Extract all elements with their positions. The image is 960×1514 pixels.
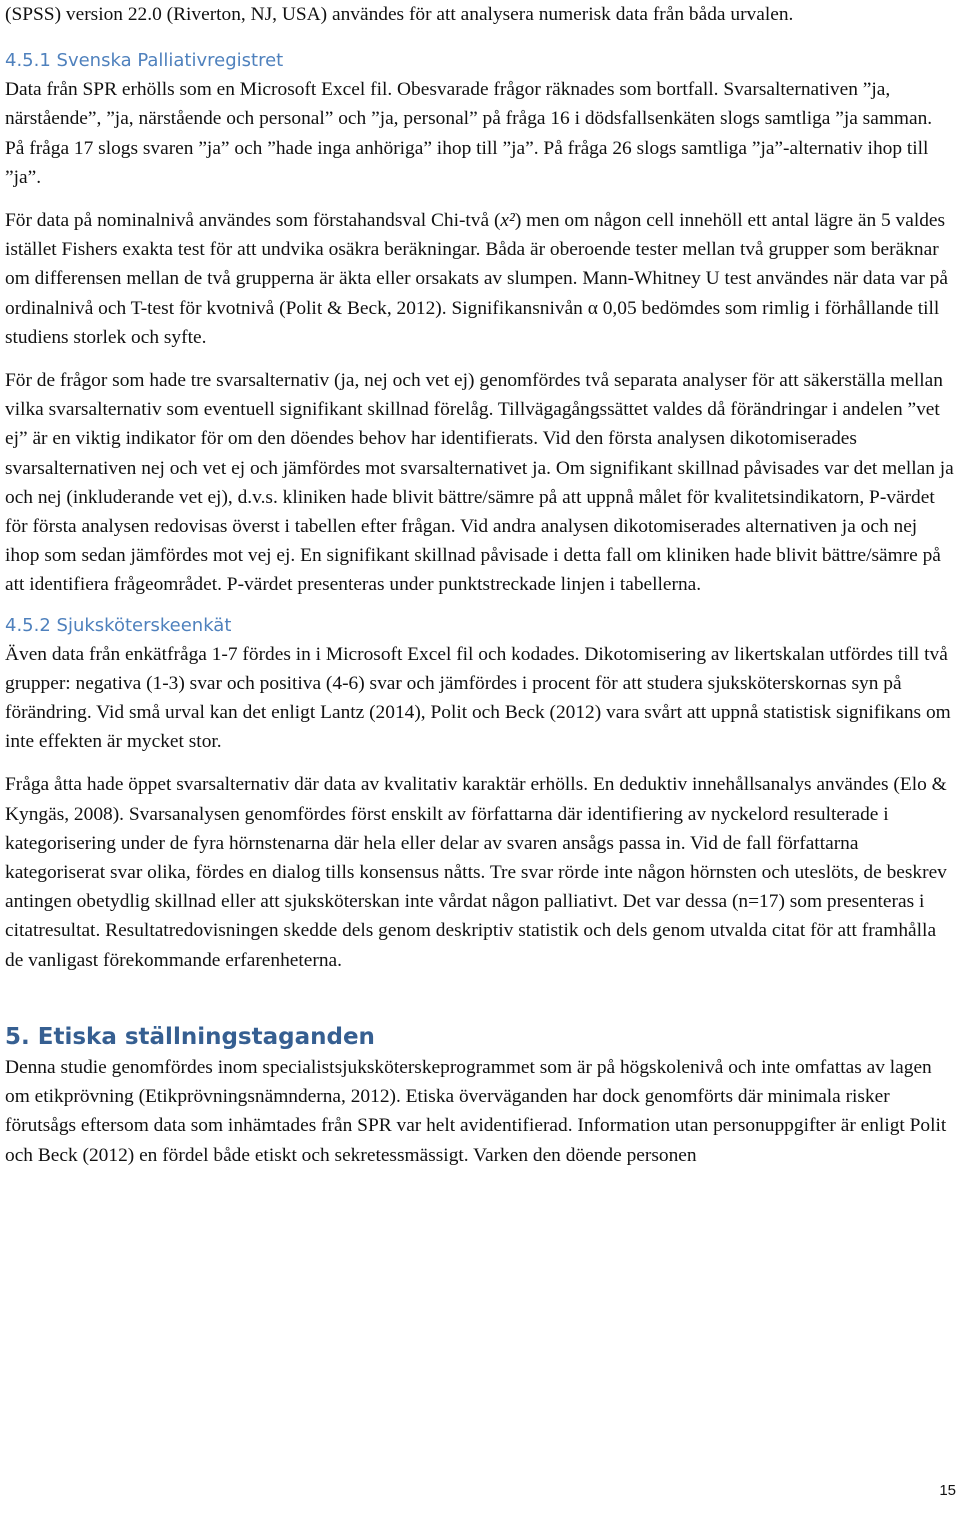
section-heading-4-5-1: 4.5.1 Svenska Palliativregistret (5, 50, 284, 72)
paragraph-spr-data: Data från SPR erhölls som en Microsoft Excel fil. Obesvarade frågor räknades som bortfall. Svarsalternativen ”ja, närstående”, ”ja, närstående och personal” och ”ja, personal” på fråga 16 i dödsfallsenkäten slogs samtliga ”ja samman. På fråga 17 slogs svaren ”ja” och ”hade inga anhöriga” ihop till ”ja”. På fråga 26 slogs samtliga ”ja”-alternativ ihop till ”ja”. (5, 79, 933, 188)
page-number: 15 (939, 1482, 956, 1499)
chi-text-before: För data på nominalnivå användes som förstahandsval Chi-två ( (5, 210, 501, 232)
paragraph-three-alternatives: För de frågor som hade tre svarsalternativ (ja, nej och vet ej) genomfördes två separata analyser för att säkerställa mellan vilka svarsalternativ som eventuell signifikant skillnad förelåg. Tillvägagångssättet valdes då förändringar i andelen ”vet ej” är en viktig indikator för om den döendes behov har identifierats. Vid den första analysen dikotomiserades svarsalternativen nej och vet ej och jämfördes mot svarsalternativet ja. Om signifikant skillnad påvisades var det mellan ja och nej (inkluderande vet ej), d.v.s. kliniken hade blivit bättre/sämre på att uppnå målet för kvalitetsindikatorn, P-värdet för första analysen redovisas överst i tabellen efter frågan. Vid andra analysen dikotomiserades alternativen ja och nej ihop som sedan jämfördes mot vej ej. En signifikant skillnad påvisade i detta fall om kliniken hade blivit bättre/sämre på att identifiera frågeområdet. P-värdet presenteras under punktstreckade linjen i tabellerna. (5, 370, 954, 596)
chi-square-symbol: x² (500, 210, 515, 232)
paragraph-statistical-tests (5, 206, 956, 352)
paragraph-nurse-survey: Även data från enkätfråga 1-7 fördes in i Microsoft Excel fil och kodades. Dikotomisering av likertskalan utfördes till två grupper: negativa (1-3) svar och positiva (4-6) svar och jämfördes i procent för att studera sjuksköterskornas syn på förändring. Vid små urval kan det enligt Lantz (2014), Polit och Beck (2012) vara svårt att uppnå statistisk signifikans om inte effekten är mycket stor. (5, 643, 951, 753)
paragraph-qualitative-analysis: Fråga åtta hade öppet svarsalternativ där data av kvalitativ karaktär erhölls. En deduktiv innehållsanalys användes (Elo & Kyngäs, 2008). Svarsanalysen genomfördes först enskilt av författarna där identifiering av nyckelord resulterade i kategorisering under de fyra hörnstenarna där hela eller delar av svaren ansågs passa in. Vid de fall författarna kategoriserat svar olika, fördes en dialog tills konsensus nåtts. Tre svar rörde inte någon hörnsten och uteslöts, de beskrev antingen obetydlig skillnad eller att sjuksköterskan inte vårdat någon palliativt. Det var dessa (n=17) som presenteras i citatresultat. Resultatredovisningen skedde dels genom deskriptiv statistik och dels genom utvalda citat för att framhålla de vanligast förekommande erfarenheterna. (5, 774, 947, 971)
continued-paragraph: (SPSS) version 22.0 (Riverton, NJ, USA) användes för att analysera numerisk data från båda urvalen. (5, 4, 794, 25)
section-heading-5: 5. Etiska ställningstaganden (5, 1023, 375, 1050)
chi-text-after: ) men om någon cell innehöll ett antal lägre än 5 valdes istället Fishers exakta test för att undvika osäkra beräkningar. Båda är oberoende tester mellan två grupper som beräknar om differensen mellan de två grupperna är äkta eller orsakats av slumpen. Mann-Whitney U test användes när data var på ordinalnivå och T-test för kvotnivå (Polit & Beck, 2012). Signifikansnivån α 0,05 bedömdes som rimlig i förhållande till studiens storlek och syfte. (5, 210, 948, 348)
paragraph-ethics: Denna studie genomfördes inom specialistsjuksköterskeprogrammet som är på högskolenivå och inte omfattas av lagen om etikprövning (Etikprövningsnämnderna, 2012). Etiska överväganden har dock genomförts där minimala risker förutsågs eftersom data som inhämtades från SPR var helt avidentifierad. Information utan personuppgifter är enligt Polit och Beck (2012) en fördel både etiskt och sekretessmässigt. Varken den döende personen (5, 1056, 947, 1166)
section-heading-4-5-2: 4.5.2 Sjuksköterskeenkät (5, 614, 232, 636)
